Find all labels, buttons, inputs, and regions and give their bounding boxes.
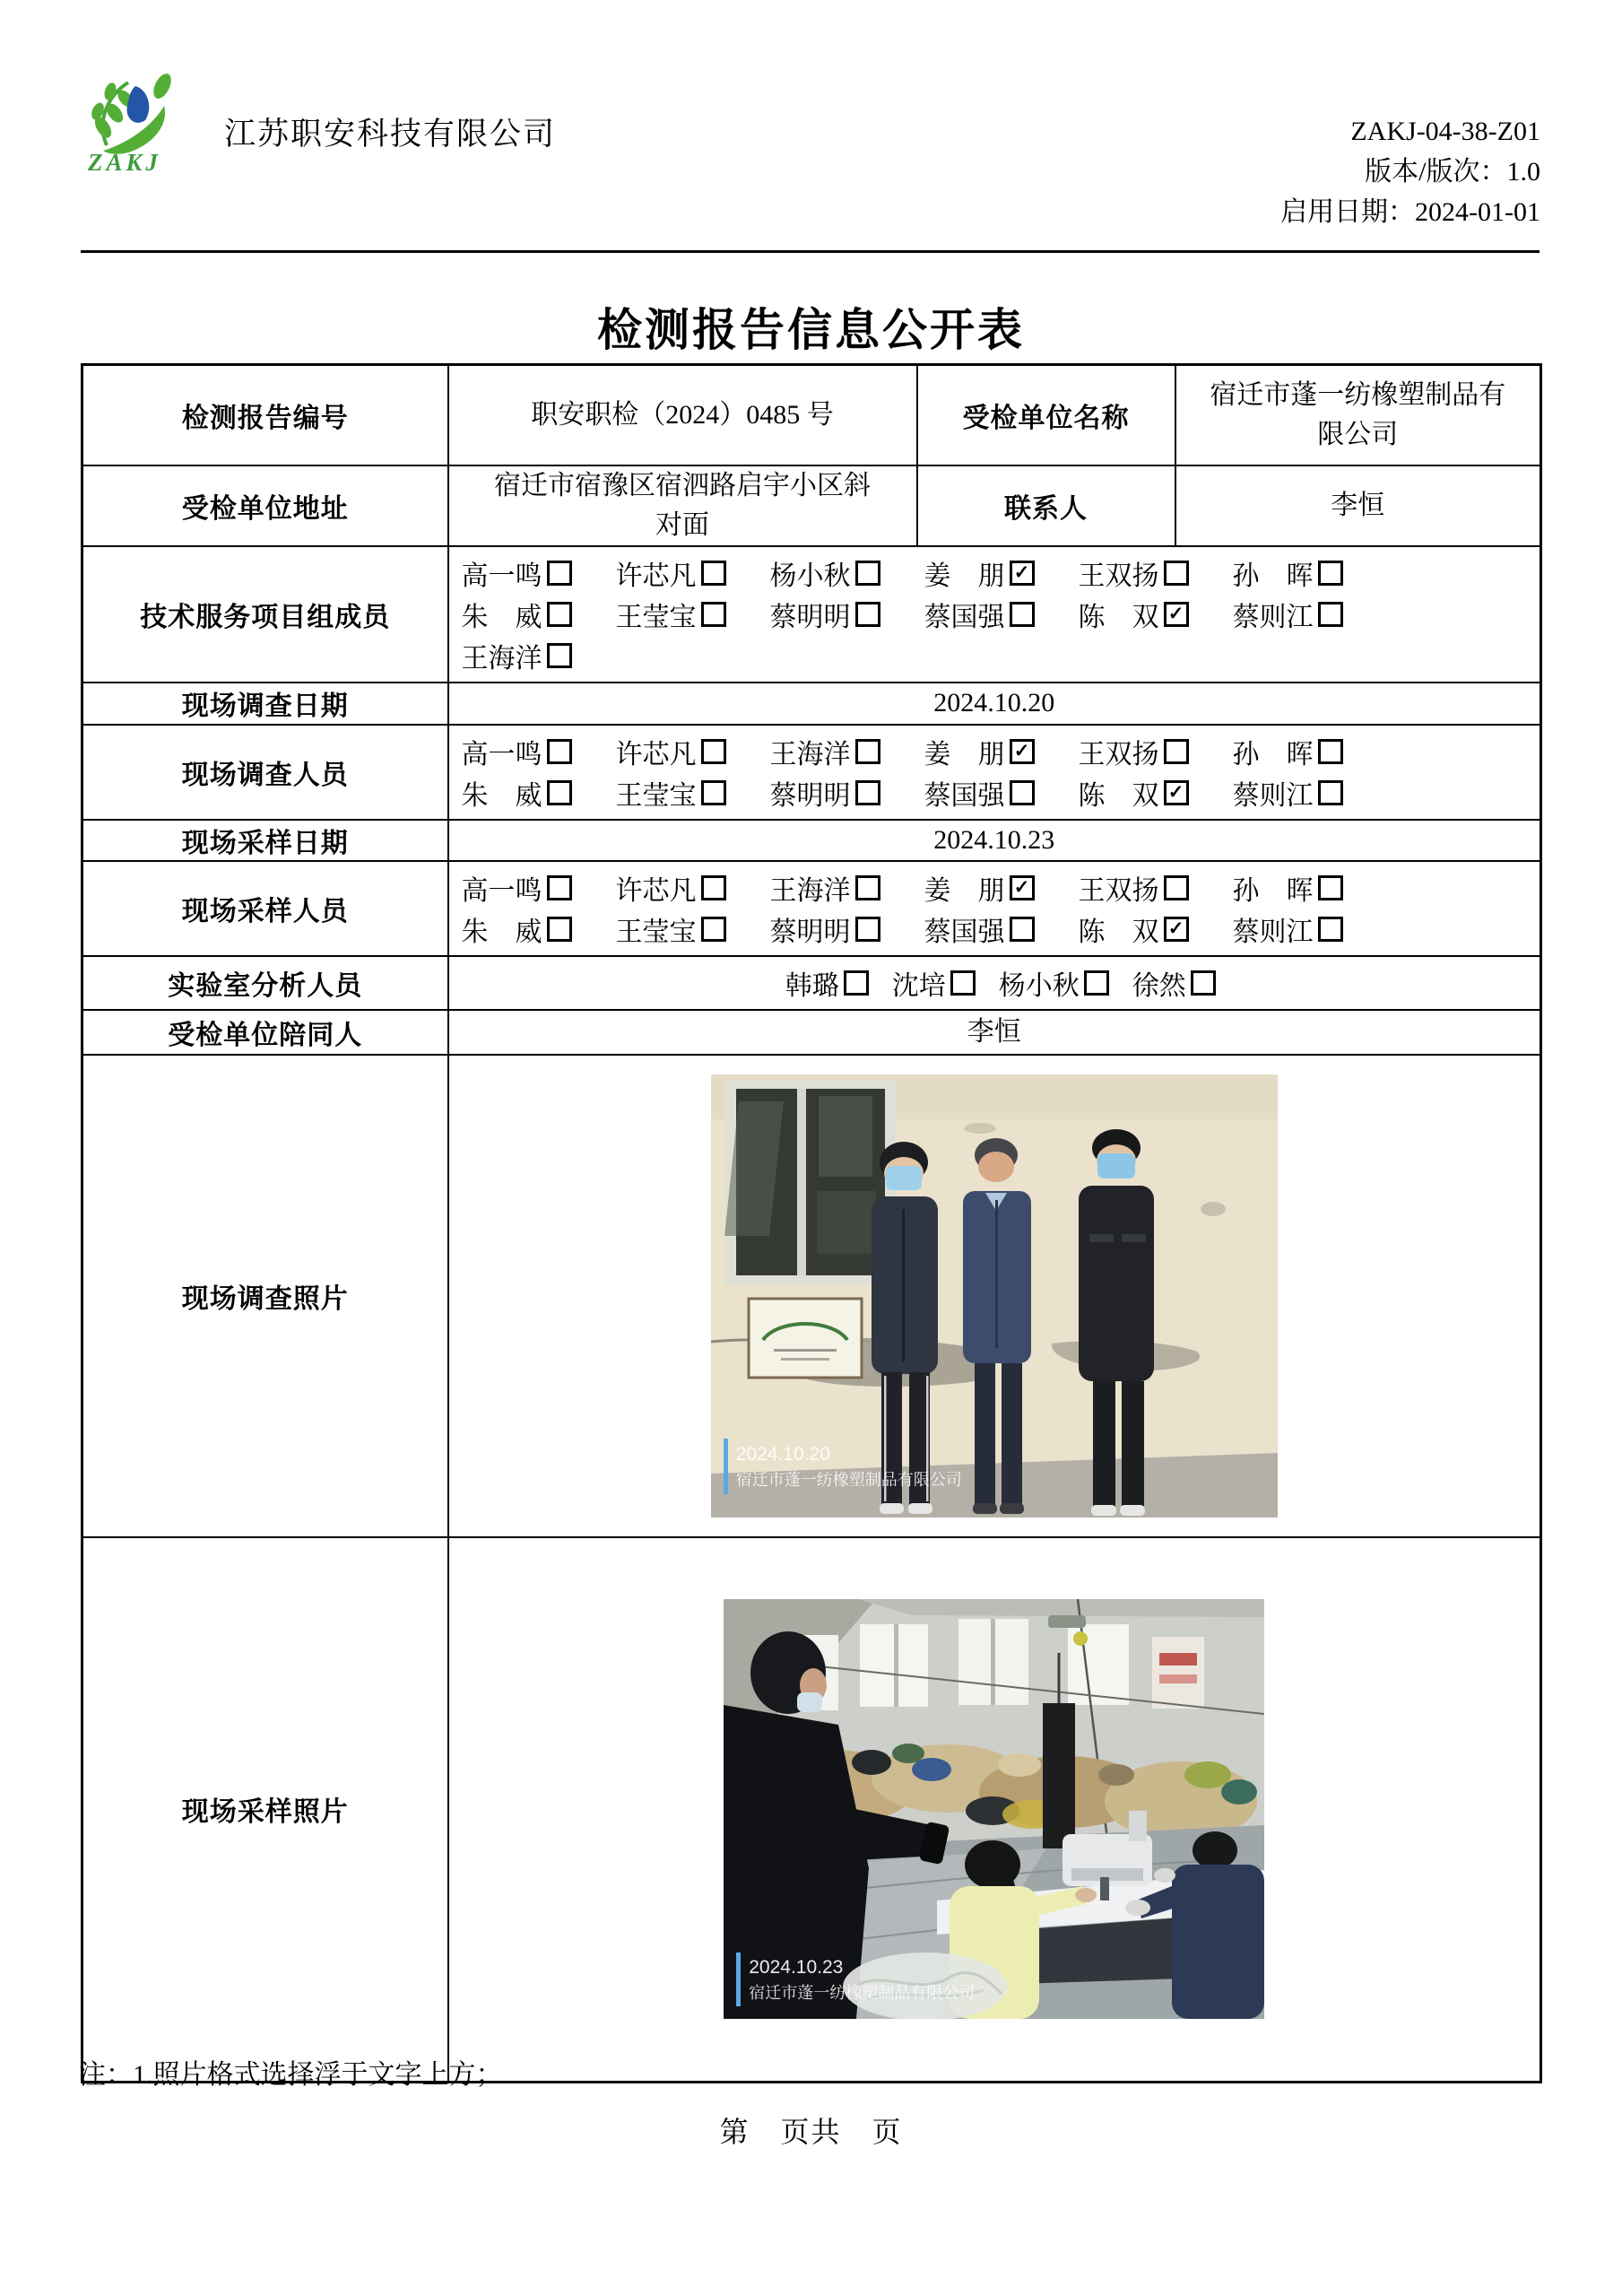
member-name: 王海洋 — [769, 875, 851, 906]
member-line — [462, 909, 1540, 950]
checkbox-unchecked-icon — [844, 970, 869, 996]
checkbox-unchecked-icon — [1318, 875, 1343, 900]
member-name: 王莹宝 — [615, 780, 697, 811]
contact-value: 李恒 — [1175, 465, 1541, 546]
member-option — [1233, 553, 1387, 593]
member-option — [999, 963, 1109, 1003]
checkbox-unchecked-icon — [1318, 602, 1343, 627]
member-option — [770, 553, 924, 593]
table-row — [82, 465, 1541, 546]
sample-date-label: 现场采样日期 — [82, 820, 448, 861]
checkbox-unchecked-icon — [547, 917, 572, 942]
member-name: 王双扬 — [1078, 739, 1159, 770]
member-name: 杨小秋 — [769, 561, 851, 591]
table-row — [82, 1537, 1541, 2083]
checkbox-unchecked-icon — [855, 561, 880, 586]
member-option — [1233, 909, 1387, 949]
sample-photo-cell — [448, 1537, 1541, 2083]
company-name: 江苏职安科技有限公司 — [224, 117, 557, 152]
member-name: 蔡则江 — [1232, 917, 1314, 947]
watermark-company: 宿迁市蓬一纺橡塑制品有限公司 — [749, 1984, 976, 2003]
footnote: 注：1.照片格式选择浮于文字上方； — [79, 2060, 503, 2090]
survey-staff-label: 现场调查人员 — [82, 725, 448, 820]
member-option — [616, 732, 770, 771]
unit-addr-label: 受检单位地址 — [82, 465, 448, 546]
member-option — [770, 595, 924, 634]
member-option — [924, 909, 1079, 949]
member-line — [462, 594, 1540, 635]
checkbox-unchecked-icon — [1010, 780, 1035, 805]
member-option — [770, 773, 924, 813]
checkbox-unchecked-icon — [1191, 970, 1216, 996]
checkbox-unchecked-icon — [855, 602, 880, 627]
company-logo — [76, 72, 202, 154]
team-label: 技术服务项目组成员 — [82, 546, 448, 683]
unit-addr-value: 宿迁市宿豫区宿泗路启宇小区斜对面 — [448, 465, 917, 546]
checkbox-unchecked-icon — [1164, 561, 1189, 586]
doc-version: 版本/版次：1.0 — [1365, 157, 1540, 187]
member-option — [770, 909, 924, 949]
member-name: 姜 朋 — [924, 875, 1005, 906]
report-info-table — [81, 363, 1542, 2083]
member-name: 王双扬 — [1078, 875, 1159, 906]
watermark-bar — [736, 1952, 741, 2006]
wall-sign — [749, 1299, 862, 1378]
photo-watermark — [724, 1439, 962, 1494]
header-divider — [81, 250, 1540, 253]
checkbox-unchecked-icon — [1164, 739, 1189, 764]
member-option — [1079, 732, 1233, 771]
member-name: 蔡则江 — [1232, 602, 1314, 632]
watermark-date: 2024.10.23 — [749, 1957, 844, 1979]
checkbox-unchecked-icon — [547, 739, 572, 764]
photo-watermark — [736, 1952, 975, 2006]
member-name: 王莹宝 — [615, 917, 697, 947]
logo-wordmark: ZAKJ — [88, 149, 162, 176]
checkbox-unchecked-icon — [701, 780, 726, 805]
member-option — [924, 732, 1079, 771]
report-no-value: 职安职检（2024）0485 号 — [448, 365, 917, 465]
member-name: 王莹宝 — [615, 602, 697, 632]
contact-label: 联系人 — [917, 465, 1175, 546]
member-option — [1233, 732, 1387, 771]
checkbox-unchecked-icon — [547, 643, 572, 668]
member-option — [462, 868, 616, 908]
member-name: 蔡明明 — [769, 780, 851, 811]
sample-staff-label: 现场采样人员 — [82, 861, 448, 956]
page-title: 检测报告信息公开表 — [597, 305, 1025, 355]
member-option — [770, 732, 924, 771]
member-option — [616, 909, 770, 949]
checkbox-unchecked-icon — [855, 739, 880, 764]
member-option — [924, 868, 1079, 908]
member-name: 王海洋 — [461, 643, 542, 674]
checkbox-unchecked-icon — [855, 780, 880, 805]
table-row — [82, 861, 1541, 956]
member-name: 徐然 — [1132, 970, 1186, 1001]
team-members-list — [448, 546, 1541, 683]
member-name: 朱 威 — [461, 780, 542, 811]
accompany-value: 李恒 — [448, 1010, 1541, 1055]
member-name: 陈 双 — [1078, 602, 1159, 632]
accompany-label: 受检单位陪同人 — [82, 1010, 448, 1055]
member-name: 许芯凡 — [615, 561, 697, 591]
member-option — [924, 595, 1079, 634]
member-name: 蔡国强 — [924, 917, 1005, 947]
table-row — [82, 365, 1541, 465]
member-name: 陈 双 — [1078, 917, 1159, 947]
member-line — [462, 552, 1540, 594]
member-name: 蔡明明 — [769, 602, 851, 632]
watermark-company: 宿迁市蓬一纺橡塑制品有限公司 — [735, 1470, 962, 1489]
checkbox-unchecked-icon — [1318, 561, 1343, 586]
member-name: 高一鸣 — [461, 739, 542, 770]
member-option — [462, 636, 616, 675]
member-name: 孙 晖 — [1232, 739, 1314, 770]
member-option — [1233, 595, 1387, 634]
member-name: 蔡明明 — [769, 917, 851, 947]
member-name: 高一鸣 — [461, 561, 542, 591]
checkbox-unchecked-icon — [547, 780, 572, 805]
survey-photo-label: 现场调查照片 — [82, 1055, 448, 1537]
member-option — [1079, 773, 1233, 813]
checkbox-checked-icon: ✓ — [1164, 780, 1189, 805]
table-row — [82, 1055, 1541, 1537]
survey-date-value: 2024.10.20 — [448, 683, 1541, 725]
checkbox-unchecked-icon — [701, 561, 726, 586]
checkbox-unchecked-icon — [1010, 917, 1035, 942]
member-option — [1079, 909, 1233, 949]
member-option — [892, 963, 976, 1003]
member-name: 孙 晖 — [1232, 875, 1314, 906]
checkbox-unchecked-icon — [701, 917, 726, 942]
sample-staff-list — [448, 861, 1541, 956]
member-option — [616, 553, 770, 593]
checkbox-unchecked-icon — [1084, 970, 1109, 996]
checkbox-unchecked-icon — [950, 970, 976, 996]
member-line — [462, 772, 1540, 813]
checkbox-unchecked-icon — [855, 875, 880, 900]
member-name: 许芯凡 — [615, 875, 697, 906]
member-name: 姜 朋 — [924, 561, 1005, 591]
checkbox-unchecked-icon — [701, 602, 726, 627]
member-option — [462, 553, 616, 593]
survey-staff-list — [448, 725, 1541, 820]
member-line — [462, 731, 1540, 772]
doc-enable-date: 启用日期：2024-01-01 — [1280, 197, 1540, 227]
survey-photo-cell — [448, 1055, 1541, 1537]
member-name: 朱 威 — [461, 602, 542, 632]
table-row — [82, 1010, 1541, 1055]
member-option — [1079, 595, 1233, 634]
checkbox-checked-icon: ✓ — [1164, 602, 1189, 627]
table-row — [82, 546, 1541, 683]
member-option — [616, 595, 770, 634]
sample-photo-label: 现场采样照片 — [82, 1537, 448, 2083]
checkbox-unchecked-icon — [547, 875, 572, 900]
member-name: 韩璐 — [785, 970, 839, 1001]
member-option — [770, 868, 924, 908]
survey-date-label: 现场调查日期 — [82, 683, 448, 725]
member-option — [462, 595, 616, 634]
checkbox-unchecked-icon — [1318, 780, 1343, 805]
member-name: 蔡则江 — [1232, 780, 1314, 811]
page-number-footer: 第 页共 页 — [719, 2116, 903, 2148]
member-line — [462, 962, 1540, 1004]
member-name: 王双扬 — [1078, 561, 1159, 591]
checkbox-unchecked-icon — [1164, 875, 1189, 900]
checkbox-checked-icon: ✓ — [1010, 739, 1035, 764]
member-name: 朱 威 — [461, 917, 542, 947]
member-name: 杨小秋 — [998, 970, 1080, 1001]
member-option — [924, 773, 1079, 813]
member-option — [616, 868, 770, 908]
member-option — [1233, 868, 1387, 908]
member-option — [462, 732, 616, 771]
sample-date-value: 2024.10.23 — [448, 820, 1541, 861]
member-line — [462, 867, 1540, 909]
checkbox-unchecked-icon — [547, 561, 572, 586]
logo-blue-drop — [127, 86, 150, 123]
member-option — [1132, 963, 1216, 1003]
survey-photo — [711, 1074, 1278, 1518]
member-option — [462, 909, 616, 949]
doc-code: ZAKJ-04-38-Z01 — [1350, 117, 1540, 146]
member-option — [785, 963, 869, 1003]
report-no-label: 检测报告编号 — [82, 365, 448, 465]
lab-staff-label: 实验室分析人员 — [82, 956, 448, 1010]
member-option — [1233, 773, 1387, 813]
member-name: 许芯凡 — [615, 739, 697, 770]
member-name: 王海洋 — [769, 739, 851, 770]
table-row — [82, 956, 1541, 1010]
member-name: 姜 朋 — [924, 739, 1005, 770]
unit-name-value: 宿迁市蓬一纺橡塑制品有限公司 — [1175, 365, 1541, 465]
table-row — [82, 820, 1541, 861]
checkbox-unchecked-icon — [1318, 917, 1343, 942]
member-name: 沈培 — [891, 970, 946, 1001]
watermark-bar — [724, 1439, 728, 1494]
window — [724, 1080, 896, 1284]
unit-name-label: 受检单位名称 — [917, 365, 1175, 465]
document-meta — [1280, 111, 1540, 232]
table-row — [82, 725, 1541, 820]
member-option — [924, 553, 1079, 593]
member-name: 蔡国强 — [924, 780, 1005, 811]
checkbox-unchecked-icon — [701, 875, 726, 900]
member-name: 蔡国强 — [924, 602, 1005, 632]
checkbox-checked-icon: ✓ — [1164, 917, 1189, 942]
checkbox-unchecked-icon — [547, 602, 572, 627]
checkbox-checked-icon: ✓ — [1010, 875, 1035, 900]
member-option — [462, 773, 616, 813]
checkbox-unchecked-icon — [1318, 739, 1343, 764]
member-name: 陈 双 — [1078, 780, 1159, 811]
sample-photo — [724, 1599, 1264, 2019]
member-option — [1079, 553, 1233, 593]
watermark-date: 2024.10.20 — [735, 1443, 830, 1465]
checkbox-checked-icon: ✓ — [1010, 561, 1035, 586]
checkbox-unchecked-icon — [855, 917, 880, 942]
checkbox-unchecked-icon — [1010, 602, 1035, 627]
lab-staff-list — [448, 956, 1541, 1010]
member-option — [616, 773, 770, 813]
table-row — [82, 683, 1541, 725]
member-option — [1079, 868, 1233, 908]
checkbox-unchecked-icon — [701, 739, 726, 764]
member-line — [462, 635, 1540, 676]
member-name: 高一鸣 — [461, 875, 542, 906]
member-name: 孙 晖 — [1232, 561, 1314, 591]
